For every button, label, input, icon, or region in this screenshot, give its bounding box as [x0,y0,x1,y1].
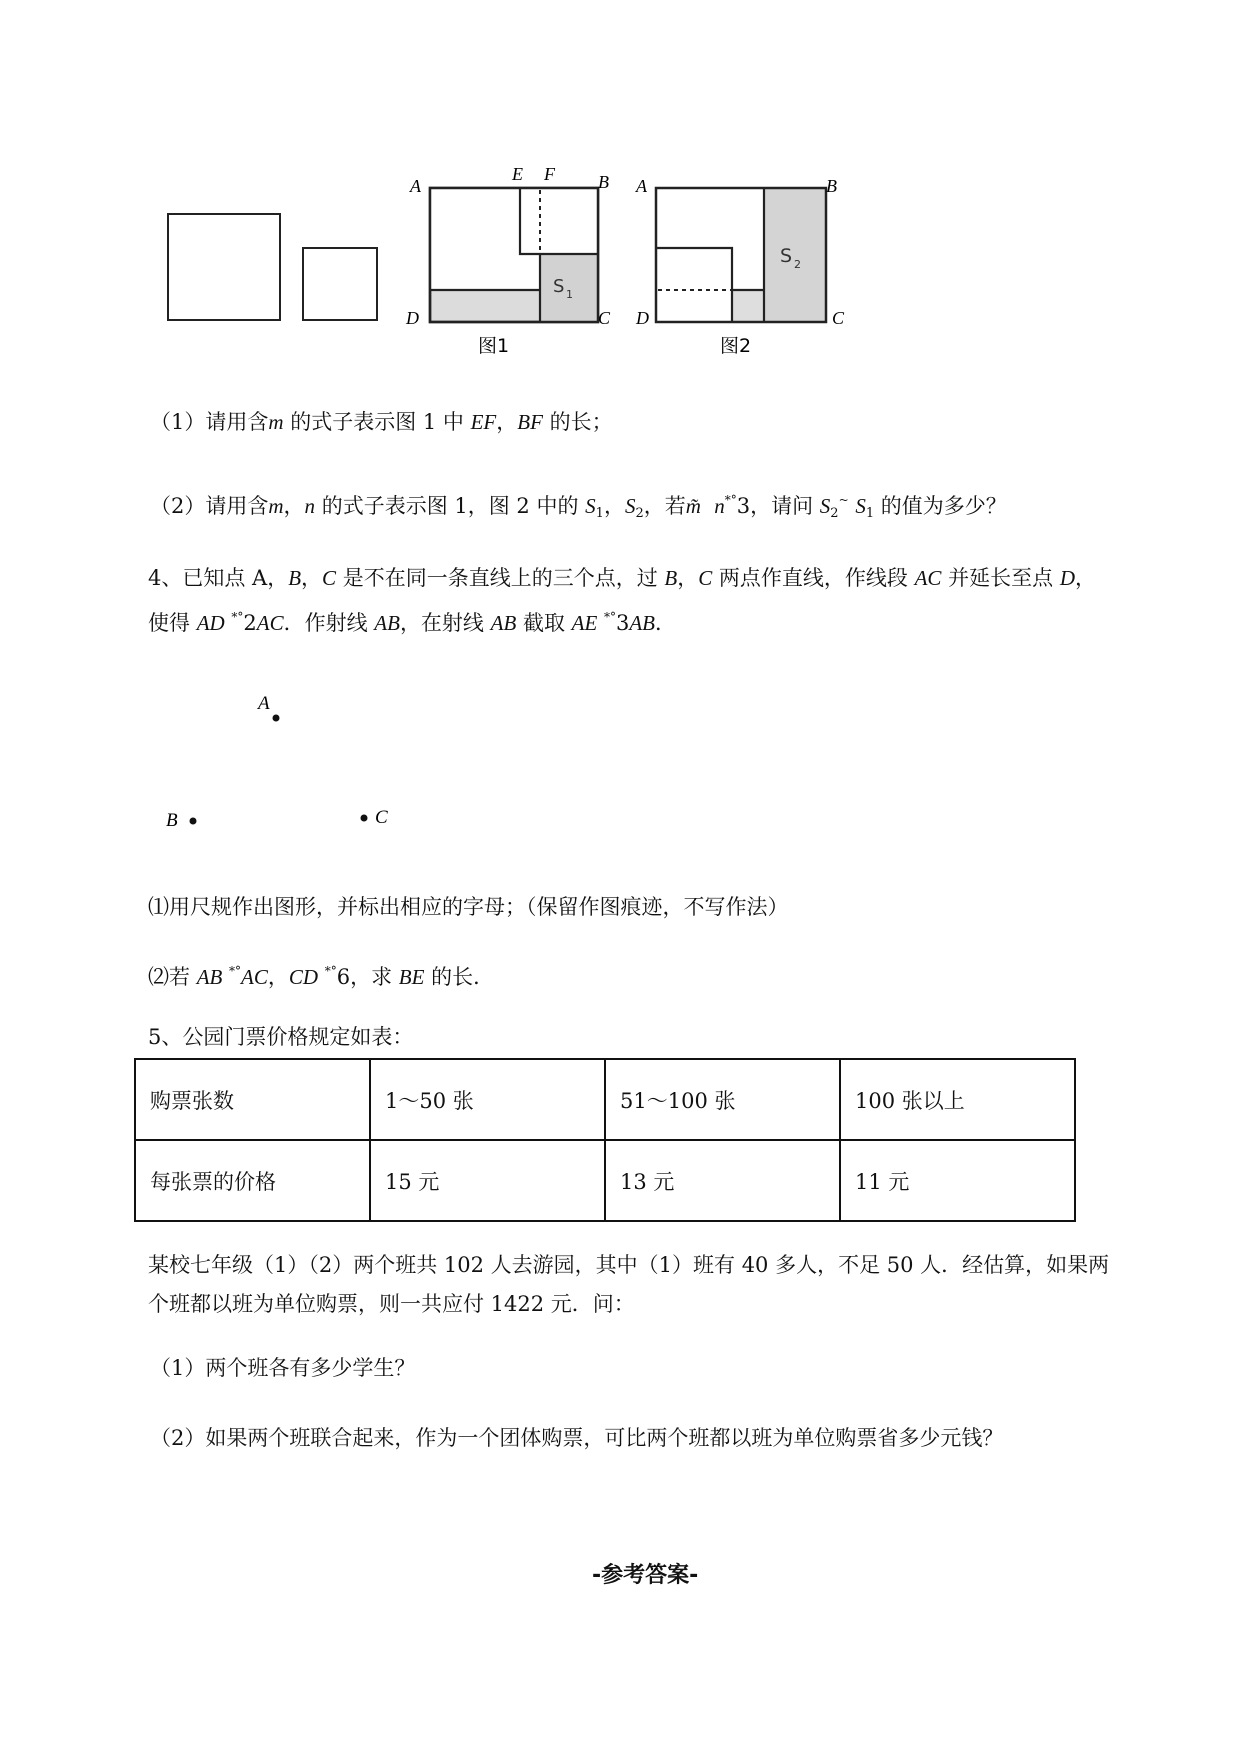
fig1-label-D: D [406,308,419,328]
var-AC: AC [241,965,268,989]
q5-intro: 5、公园门票价格规定如表： [148,1025,414,1049]
minus-glyph: ~ [838,493,849,507]
points-figure [0,680,500,850]
point-B-label: B [166,810,178,831]
q4-text: ， [677,566,699,590]
point-C-dot [361,815,368,822]
q4-part2 [148,956,494,992]
var-EF: EF [470,410,497,434]
q4-text: 截取 [516,611,572,635]
q3-part1-text: ， [496,410,518,434]
q3-part2-text: 3，请问 [736,494,820,518]
table-cell: 13 元 [605,1140,840,1221]
subscript: 2 [635,506,644,521]
table-row [135,1059,1075,1140]
q4-part2-text: ⑵若 [148,965,197,989]
price-table [134,1058,1076,1222]
fig2-caption: 图2 [720,335,752,357]
large-square [168,214,280,320]
var-B: B [288,566,302,590]
fig2-label-C: C [832,308,845,328]
table-cell: 每张票的价格 [135,1140,370,1221]
fig1-label-C: C [598,308,611,328]
fig1-caption: 图1 [478,335,510,357]
q4-text: ，在射线 [399,611,491,635]
var-S1: S [855,494,866,518]
equals-glyph: *° [724,493,737,507]
var-AB: AB [374,611,400,635]
table-row [135,1140,1075,1221]
equals-glyph: *° [231,610,244,624]
q5-text-line1: 某校七年级（1）（2）两个班共 102 人去游园，其中（1）班有 40 多人，不足 50 人．经估算，如果两 [148,1253,1110,1277]
var-n: n [714,494,725,518]
fig1-label-A: A [410,176,421,196]
var-S2: S [624,494,636,518]
var-CD: CD [288,965,319,989]
var-AC: AC [914,566,942,590]
q4-part2-text: 6，求 [336,965,399,989]
q3-part1-text: （1）请用含 [150,410,269,434]
q3-part2-text: ，若 [643,494,686,518]
point-B-dot [190,818,197,825]
var-S1: S [585,494,596,518]
point-C-label: C [375,807,388,828]
q4-text: 两点作直线，作线段 [712,566,915,590]
q3-part2-text: ， [603,494,625,518]
var-AB: AB [196,965,223,989]
table-cell: 1～50 张 [370,1059,605,1140]
var-C: C [698,566,713,590]
var-n: n [304,494,316,518]
q4-text: 并延长至点 [941,566,1060,590]
q3-part2-text: （2）请用含 [150,494,269,518]
table-cell: 100 张以上 [840,1059,1075,1140]
q4-text: 2 [243,611,257,635]
table-cell: 购票张数 [135,1059,370,1140]
var-AC: AC [256,611,284,635]
fig1-label-F: F [544,164,555,184]
equals-glyph: *° [229,964,242,978]
var-B: B [664,566,678,590]
point-A-dot [273,715,280,722]
fig2-label-A: A [636,176,647,196]
answer-heading: -参考答案- [592,1563,699,1588]
fig2-label-B: B [826,176,837,196]
var-AD: AD [196,611,225,635]
var-S2: S [819,494,831,518]
q4-text: 4、已知点 A， [148,566,289,590]
q4-text: ， [301,566,323,590]
q4-part2-text: 的长． [424,965,495,989]
q4-text: 使得 [148,611,197,635]
q5-text-line2: 个班都以班为单位购票，则一共应付 1422 元．问： [148,1292,635,1316]
q4-part2-text: ， [267,965,289,989]
q4-line1 [148,563,1096,593]
var-BE: BE [398,965,425,989]
var-BF: BF [517,410,543,434]
q4-text: ． [655,611,677,635]
fig2-label-S-sub: 2 [794,258,801,271]
figure-2 [635,176,845,357]
q4-text: ．作射线 [283,611,375,635]
q4-line2 [148,602,676,638]
var-m: m [268,494,284,518]
table-cell: 51～100 张 [605,1059,840,1140]
var-AB: AB [629,611,656,635]
var-m: m [268,410,284,434]
table-cell: 11 元 [840,1140,1075,1221]
fig2-label-S: S [780,245,793,267]
square-figures [0,0,1241,420]
equals-glyph: *° [603,610,616,624]
q4-text: 3 [615,611,630,635]
q3-part1-text: 的长； [542,410,613,434]
subscript: 2 [830,506,839,521]
var-C: C [322,566,337,590]
fig1-label-B: B [598,172,609,192]
fig2-label-D: D [636,308,649,328]
point-A-label: A [258,693,270,714]
var-m: m̃ [685,494,701,518]
q3-part2-text: 的式子表示图 1，图 2 中的 [315,494,586,518]
var-D: D [1059,566,1075,590]
q3-part1 [150,407,613,437]
q3-part2 [150,485,1007,529]
q4-text: 是不在同一条直线上的三个点，过 [336,566,665,590]
q3-part2-text: 的值为多少？ [874,494,1007,518]
equals-glyph: *° [324,964,337,978]
subscript: 1 [865,506,875,521]
fig1-label-S: S [553,276,565,297]
q4-text: ， [1074,566,1096,590]
q3-part1-text: 的式子表示图 1 中 [283,410,471,434]
fig1-label-E: E [512,164,523,184]
fig1-label-S-sub: 1 [566,288,573,301]
var-AE: AE [571,611,598,635]
q4-part1: ⑴用尺规作出图形，并标出相应的字母；（保留作图痕迹，不写作法） [148,895,789,919]
table-cell: 15 元 [370,1140,605,1221]
subscript: 1 [595,506,604,521]
q5-part2: （2）如果两个班联合起来，作为一个团体购票，可比两个班都以班为单位购票省多少元钱？ [150,1426,1004,1450]
figure-1 [405,164,611,357]
q5-part1: （1）两个班各有多少学生？ [150,1356,416,1380]
small-square [303,248,377,320]
var-AB: AB [490,611,517,635]
q3-part2-text: ， [283,494,305,518]
